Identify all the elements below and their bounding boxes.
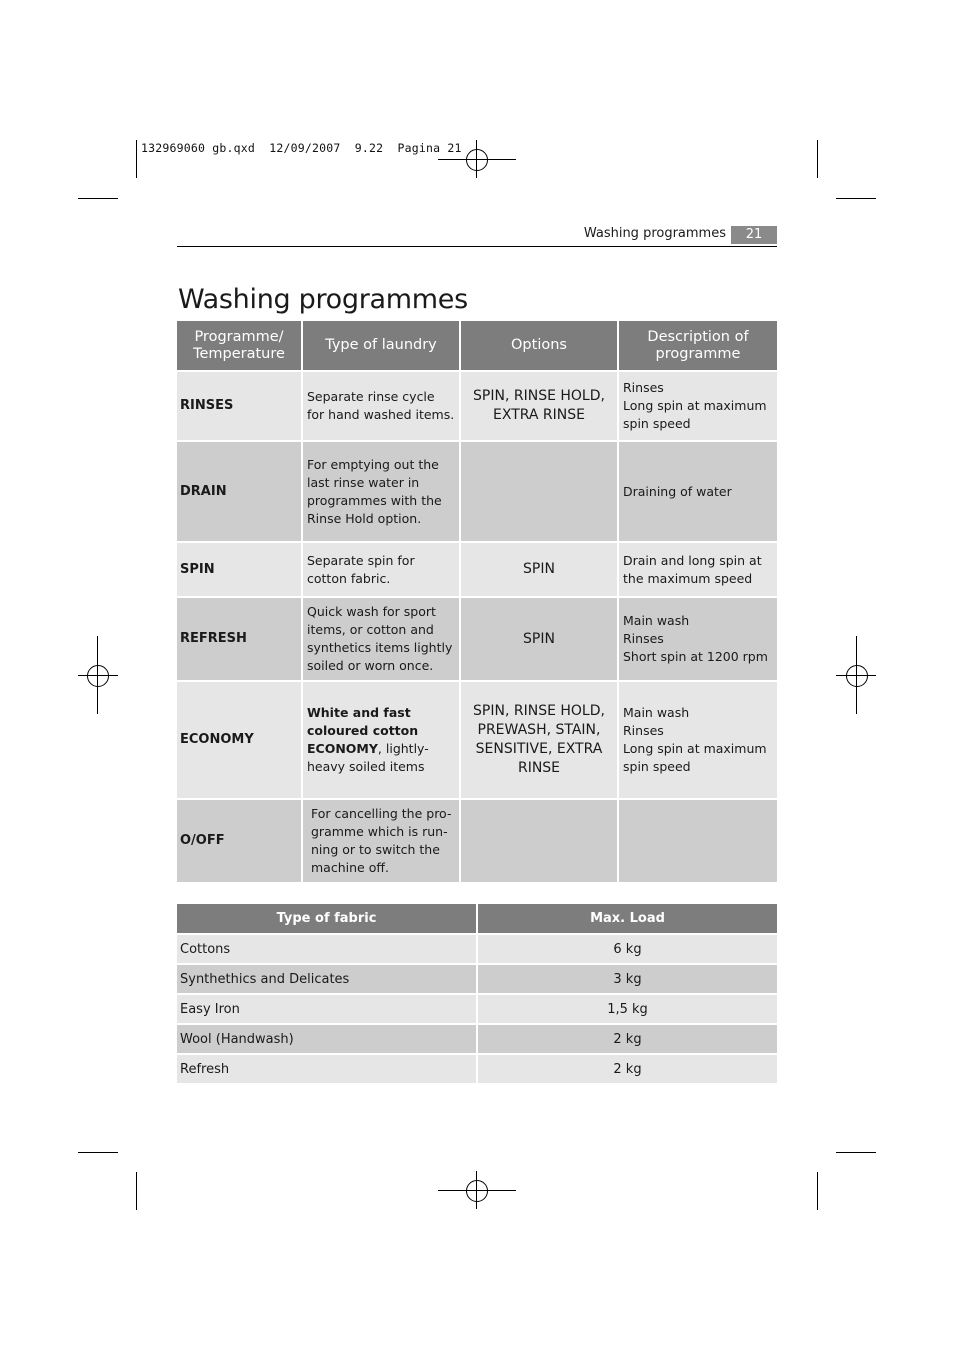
crop-mark-bottom-right-v [817, 1172, 818, 1210]
table-row [177, 597, 777, 681]
max-load-header [177, 904, 777, 934]
table-row [177, 964, 777, 994]
description-line: Short spin at 1200 rpm [623, 649, 768, 664]
programme-description [618, 597, 777, 681]
description-line: Long spin at maximum spin speed [623, 741, 767, 774]
laundry-type-bold: White and fast coloured cotton ECONOMY [307, 705, 419, 756]
programme-description [618, 441, 777, 542]
description-line: Rinses [623, 723, 664, 738]
header-programme: Programme/ Temperature [177, 321, 302, 371]
header-options: Options [460, 321, 618, 371]
laundry-type: Quick wash for sport items, or cotton and synthetics items lightly soiled or worn once. [302, 597, 460, 681]
crop-mark-top-right-v [817, 140, 818, 178]
crop-mark-top-left-h [78, 198, 118, 199]
description-line: Draining of water [623, 483, 732, 499]
table-row [177, 542, 777, 597]
fabric-type: Wool (Handwash) [177, 1024, 477, 1054]
description-line: Long spin at maximum spin speed [623, 398, 767, 431]
laundry-type: Separate rinse cycle for hand washed items. [302, 371, 460, 441]
max-load-value: 2 kg [477, 1024, 777, 1054]
crop-mark-top-right-h [836, 198, 876, 199]
programme-options: SPIN, RINSE HOLD, PREWASH, STAIN, SENSITIVE, EXTRA RINSE [460, 681, 618, 799]
page-title: Washing programmes [178, 284, 468, 315]
fabric-type: Synthethics and Delicates [177, 964, 477, 994]
table-row [177, 371, 777, 441]
description-line: Main wash [623, 613, 690, 628]
programme-name: ECONOMY [177, 681, 302, 799]
table-row [177, 994, 777, 1024]
programme-options: SPIN [460, 542, 618, 597]
running-header: Washing programmes [583, 226, 726, 241]
table-row [177, 681, 777, 799]
crop-mark-bottom-left-v [136, 1172, 137, 1210]
crop-mark-bottom-left-h [78, 1152, 118, 1153]
description-line: Rinses [623, 380, 664, 395]
crop-mark-bottom-right-h [836, 1152, 876, 1153]
max-load-value: 1,5 kg [477, 994, 777, 1024]
header-type-of-fabric: Type of fabric [177, 904, 477, 934]
laundry-type [302, 681, 460, 799]
programme-options [460, 799, 618, 883]
laundry-type: Separate spin for cotton fabric. [302, 542, 460, 597]
programme-table-header [177, 321, 777, 371]
description-line: Rinses [623, 631, 664, 646]
max-load-value: 3 kg [477, 964, 777, 994]
table-row [177, 1024, 777, 1054]
laundry-type: For cancelling the pro-gramme which is run-ning or to switch the machine off. [302, 799, 460, 883]
programme-options: SPIN, RINSE HOLD, EXTRA RINSE [460, 371, 618, 441]
crop-mark-top-left-v [136, 140, 137, 178]
programme-name: O/OFF [177, 799, 302, 883]
programme-name: SPIN [177, 542, 302, 597]
max-load-table [177, 904, 777, 1085]
table-row [177, 799, 777, 883]
page-number: 21 [731, 226, 777, 244]
fabric-type: Easy Iron [177, 994, 477, 1024]
programme-description [618, 371, 777, 441]
fabric-type: Cottons [177, 934, 477, 964]
laundry-type-rest: , lightly-heavy soiled items [307, 741, 429, 774]
table-row [177, 934, 777, 964]
table-row [177, 1054, 777, 1084]
max-load-value: 2 kg [477, 1054, 777, 1084]
laundry-type: For emptying out the last rinse water in programmes with the Rinse Hold option. [302, 441, 460, 542]
fabric-type: Refresh [177, 1054, 477, 1084]
max-load-value: 6 kg [477, 934, 777, 964]
programme-options [460, 441, 618, 542]
programme-name: REFRESH [177, 597, 302, 681]
programme-description [618, 542, 777, 597]
header-description: Description of programme [618, 321, 777, 371]
programme-description [618, 799, 777, 883]
print-slug: 132969060 gb.qxd 12/09/2007 9.22 Pagina 21 [141, 141, 462, 155]
programme-table [177, 321, 777, 884]
header-type-of-laundry: Type of laundry [302, 321, 460, 371]
programme-description [618, 681, 777, 799]
table-row [177, 441, 777, 542]
description-line: Drain and long spin at the maximum speed [623, 552, 762, 586]
programme-name: RINSES [177, 371, 302, 441]
description-line: Main wash [623, 705, 690, 720]
programme-options: SPIN [460, 597, 618, 681]
programme-name: DRAIN [177, 441, 302, 542]
header-rule [177, 246, 777, 247]
header-max-load: Max. Load [477, 904, 777, 934]
